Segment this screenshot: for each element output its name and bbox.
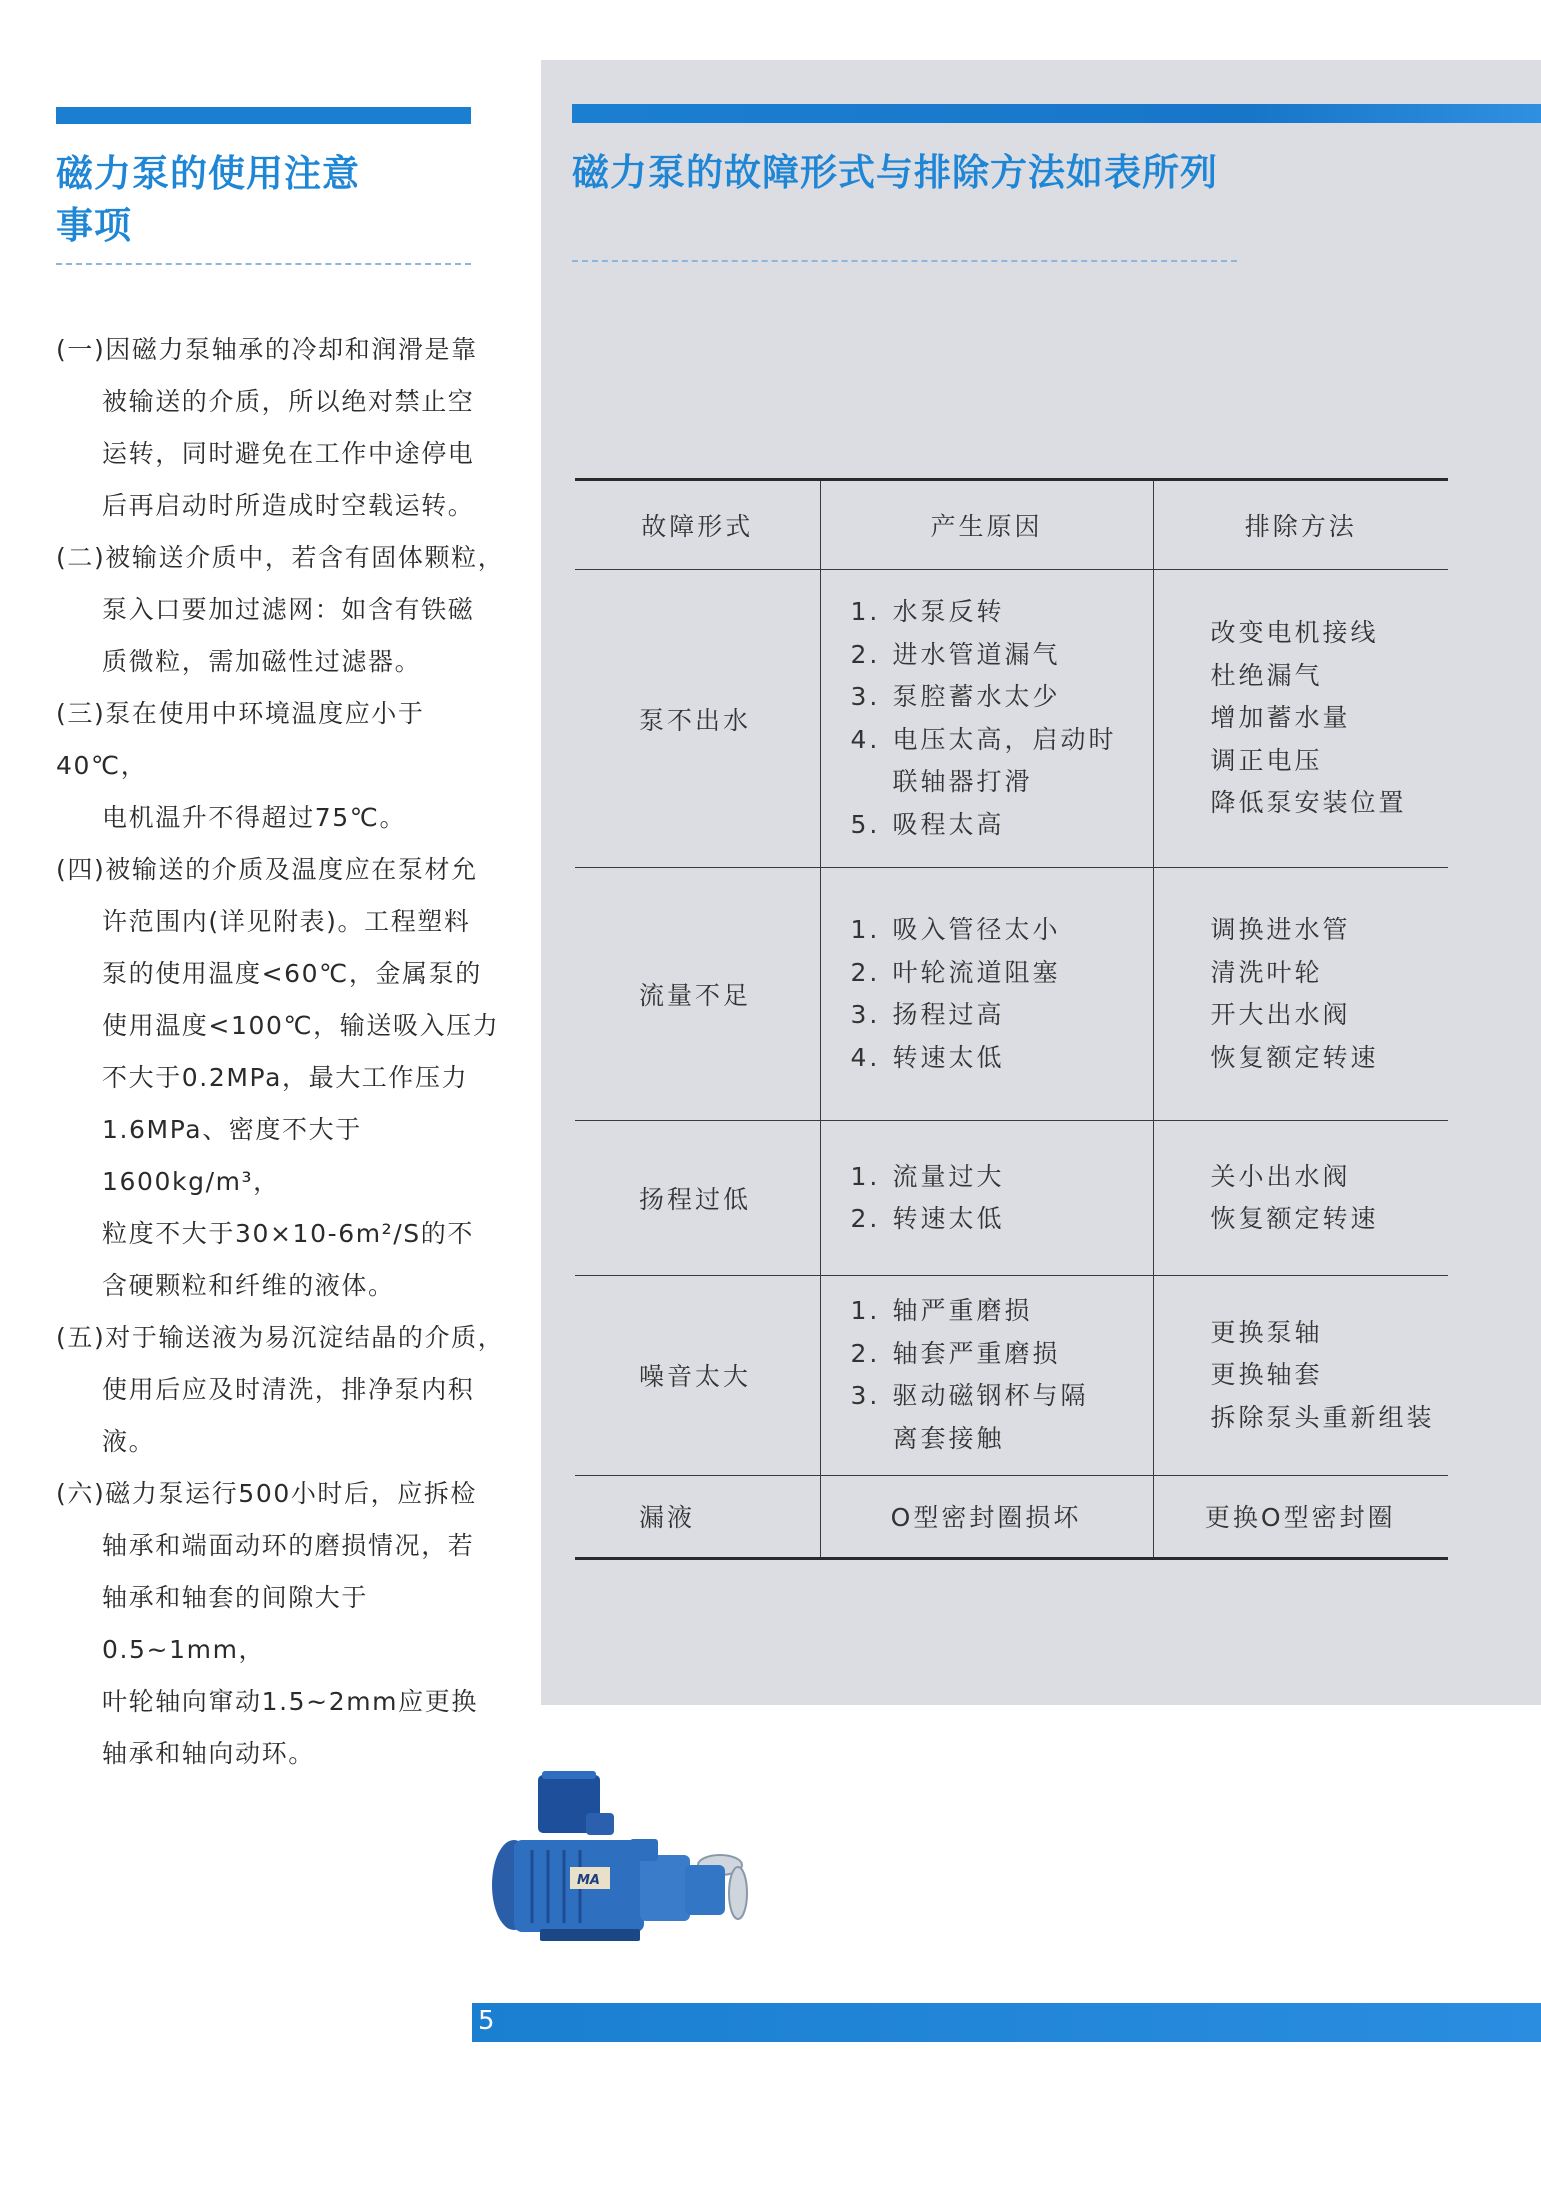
remedy-cell — [1153, 1275, 1448, 1475]
usage-note-first-line: (二)被输送介质中，若含有固体颗粒， — [56, 543, 505, 572]
usage-note-continuation: 不大于0.2MPa，最大工作压力 — [102, 1063, 469, 1092]
left-header-bar — [56, 107, 471, 124]
remedy-item: 更换泵轴 — [1210, 1317, 1323, 1347]
usage-note-first-line: (五)对于输送液为易沉淀结晶的介质， — [56, 1323, 505, 1352]
fault-table — [575, 478, 1448, 1560]
right-header-bar — [572, 104, 1541, 123]
fault-type-cell: 扬程过低 — [575, 1121, 820, 1276]
cause-item — [851, 994, 1152, 1037]
cause-text: 进水管道漏气 — [892, 639, 1061, 669]
cause-item — [851, 1375, 1152, 1460]
cause-text: 吸入管径太小 — [892, 915, 1061, 945]
cause-text: 电压太高，启动时 — [892, 724, 1117, 754]
usage-note-continuation: 被输送的介质，所以绝对禁止空 — [102, 387, 475, 416]
cause-cell — [820, 868, 1153, 1121]
usage-note — [56, 1468, 511, 1780]
cause-item — [851, 804, 1152, 847]
usage-note-continuation: 电机温升不得超过75℃。 — [102, 803, 407, 832]
cause-item — [851, 591, 1152, 634]
cause-number: 3. — [850, 1000, 881, 1030]
usage-note-continuation: 泵的使用温度<60℃，金属泵的 — [102, 959, 482, 988]
cause-item — [851, 1037, 1152, 1080]
cause-item — [851, 719, 1152, 804]
usage-note-continuation: 质微粒，需加磁性过滤器。 — [102, 647, 422, 676]
cause-text: 驱动磁钢杯与隔 — [892, 1381, 1089, 1411]
cause-cell — [820, 570, 1153, 868]
remedy-item: 调换进水管 — [1210, 915, 1351, 945]
remedy-item: 恢复额定转速 — [1210, 1204, 1379, 1233]
cause-text-continuation: 离套接触 — [892, 1423, 1005, 1453]
remedy-item: 降低泵安装位置 — [1210, 788, 1407, 818]
cause-text-continuation: 联轴器打滑 — [892, 767, 1033, 797]
fault-table-title: 磁力泵的故障形式与排除方法如表所列 — [572, 151, 1218, 194]
usage-note-continuation: 许范围内(详见附表)。工程塑料 — [102, 907, 471, 936]
table-row — [575, 868, 1448, 1121]
header-cause: 产生原因 — [820, 480, 1153, 570]
usage-note-continuation: 运转，同时避免在工作中途停电 — [102, 439, 475, 468]
cause-text: 水泵反转 — [892, 597, 1005, 627]
cause-text: 转速太低 — [892, 1042, 1005, 1072]
usage-note — [56, 844, 511, 1312]
remedy-item: 增加蓄水量 — [1210, 703, 1351, 733]
cause-item — [851, 909, 1152, 952]
usage-note-continuation: 1.6MPa、密度不大于1600kg/m³， — [102, 1115, 362, 1196]
table-header-row — [575, 480, 1448, 570]
usage-note — [56, 1312, 511, 1468]
remedy-cell — [1153, 868, 1448, 1121]
cause-number: 3. — [850, 682, 881, 712]
usage-note-first-line: (四)被输送的介质及温度应在泵材允 — [56, 855, 478, 884]
cause-item — [851, 634, 1152, 677]
usage-note-continuation: 使用后应及时清洗，排净泵内积 — [102, 1375, 475, 1404]
usage-note-continuation: 叶轮轴向窜动1.5~2mm应更换 — [102, 1687, 478, 1716]
cause-cell — [820, 1121, 1153, 1276]
usage-note — [56, 532, 511, 688]
pump-ma-label: MA — [577, 1873, 600, 1888]
left-dashed-divider — [56, 263, 471, 265]
usage-note-continuation: 含硬颗粒和纤维的液体。 — [102, 1271, 395, 1300]
cause-number: 1. — [850, 597, 881, 627]
cause-text: 轴严重磨损 — [892, 1296, 1033, 1326]
usage-note-continuation: 轴承和轴套的间隙大于0.5~1mm， — [102, 1583, 369, 1664]
cause-number: 4. — [850, 1042, 881, 1072]
usage-notes-title — [56, 148, 416, 252]
remedy-item: 关小出水阀 — [1210, 1161, 1351, 1191]
usage-note-continuation: 液。 — [102, 1427, 156, 1456]
cause-number: 5. — [850, 809, 881, 839]
usage-note-continuation: 后再启动时所造成时空载运转。 — [102, 491, 475, 520]
cause-cell — [820, 1275, 1153, 1475]
cause-item — [851, 1290, 1152, 1333]
cause-item — [851, 1156, 1152, 1199]
cause-number: 1. — [850, 915, 881, 945]
footer-bar — [472, 2003, 1541, 2042]
remedy-item: 更换轴套 — [1210, 1360, 1323, 1390]
cause-cell: O型密封圈损坏 — [820, 1475, 1153, 1558]
usage-note-continuation: 泵入口要加过滤网：如含有铁磁 — [102, 595, 475, 624]
cause-number: 4. — [850, 724, 881, 754]
table-row — [575, 1275, 1448, 1475]
cause-text: 轴套严重磨损 — [892, 1338, 1061, 1368]
remedy-cell: 更换O型密封圈 — [1153, 1475, 1448, 1558]
usage-note-continuation: 使用温度<100℃，输送吸入压力 — [102, 1011, 500, 1040]
usage-note-first-line: (六)磁力泵运行500小时后，应拆检 — [56, 1479, 478, 1508]
table-row — [575, 570, 1448, 868]
remedy-item: 开大出水阀 — [1210, 1000, 1351, 1030]
usage-note-first-line: (一)因磁力泵轴承的冷却和润滑是靠 — [56, 335, 478, 364]
remedy-item: 清洗叶轮 — [1210, 957, 1323, 987]
cause-text: 吸程太高 — [892, 809, 1005, 839]
fault-type-cell: 漏液 — [575, 1475, 820, 1558]
usage-note-continuation: 粒度不大于30×10-6m²/S的不 — [102, 1219, 474, 1248]
remedy-cell — [1153, 1121, 1448, 1276]
cause-number: 2. — [850, 1338, 881, 1368]
header-fault-type: 故障形式 — [575, 480, 820, 570]
usage-note-continuation: 轴承和轴向动环。 — [102, 1739, 315, 1768]
usage-note-first-line: (三)泵在使用中环境温度应小于40℃， — [56, 699, 425, 780]
remedy-item: 杜绝漏气 — [1210, 660, 1323, 690]
cause-number: 1. — [850, 1161, 881, 1191]
cause-item — [851, 1198, 1152, 1241]
cause-item — [851, 952, 1152, 995]
remedy-item: 改变电机接线 — [1210, 618, 1379, 648]
cause-text: 转速太低 — [892, 1204, 1005, 1233]
cause-number: 2. — [850, 639, 881, 669]
usage-notes-title-line2: 事项 — [56, 204, 132, 247]
remedy-item: 调正电压 — [1210, 745, 1323, 775]
page-number: 5 — [478, 2006, 495, 2036]
remedy-item: 拆除泵头重新组装 — [1210, 1402, 1435, 1432]
usage-note — [56, 688, 511, 844]
magnetic-pump-image — [480, 1755, 780, 1955]
fault-type-cell: 泵不出水 — [575, 570, 820, 868]
remedy-cell — [1153, 570, 1448, 868]
cause-text: 叶轮流道阻塞 — [892, 957, 1061, 987]
table-row — [575, 1121, 1448, 1276]
remedy-item: 恢复额定转速 — [1210, 1042, 1379, 1072]
cause-number: 3. — [850, 1381, 881, 1411]
usage-notes-list — [56, 324, 511, 1780]
fault-type-cell: 流量不足 — [575, 868, 820, 1121]
cause-item — [851, 676, 1152, 719]
usage-notes-title-line1: 磁力泵的使用注意 — [56, 152, 360, 195]
header-remedy: 排除方法 — [1153, 480, 1448, 570]
cause-number: 1. — [850, 1296, 881, 1326]
cause-number: 2. — [850, 1204, 881, 1233]
cause-text: 泵腔蓄水太少 — [892, 682, 1061, 712]
table-row — [575, 1475, 1448, 1558]
cause-text: 流量过大 — [892, 1161, 1005, 1191]
cause-text: 扬程过高 — [892, 1000, 1005, 1030]
usage-note-continuation: 轴承和端面动环的磨损情况，若 — [102, 1531, 475, 1560]
cause-number: 2. — [850, 957, 881, 987]
right-dashed-divider — [572, 260, 1237, 262]
usage-note — [56, 324, 511, 532]
cause-item — [851, 1333, 1152, 1376]
fault-type-cell: 噪音太大 — [575, 1275, 820, 1475]
